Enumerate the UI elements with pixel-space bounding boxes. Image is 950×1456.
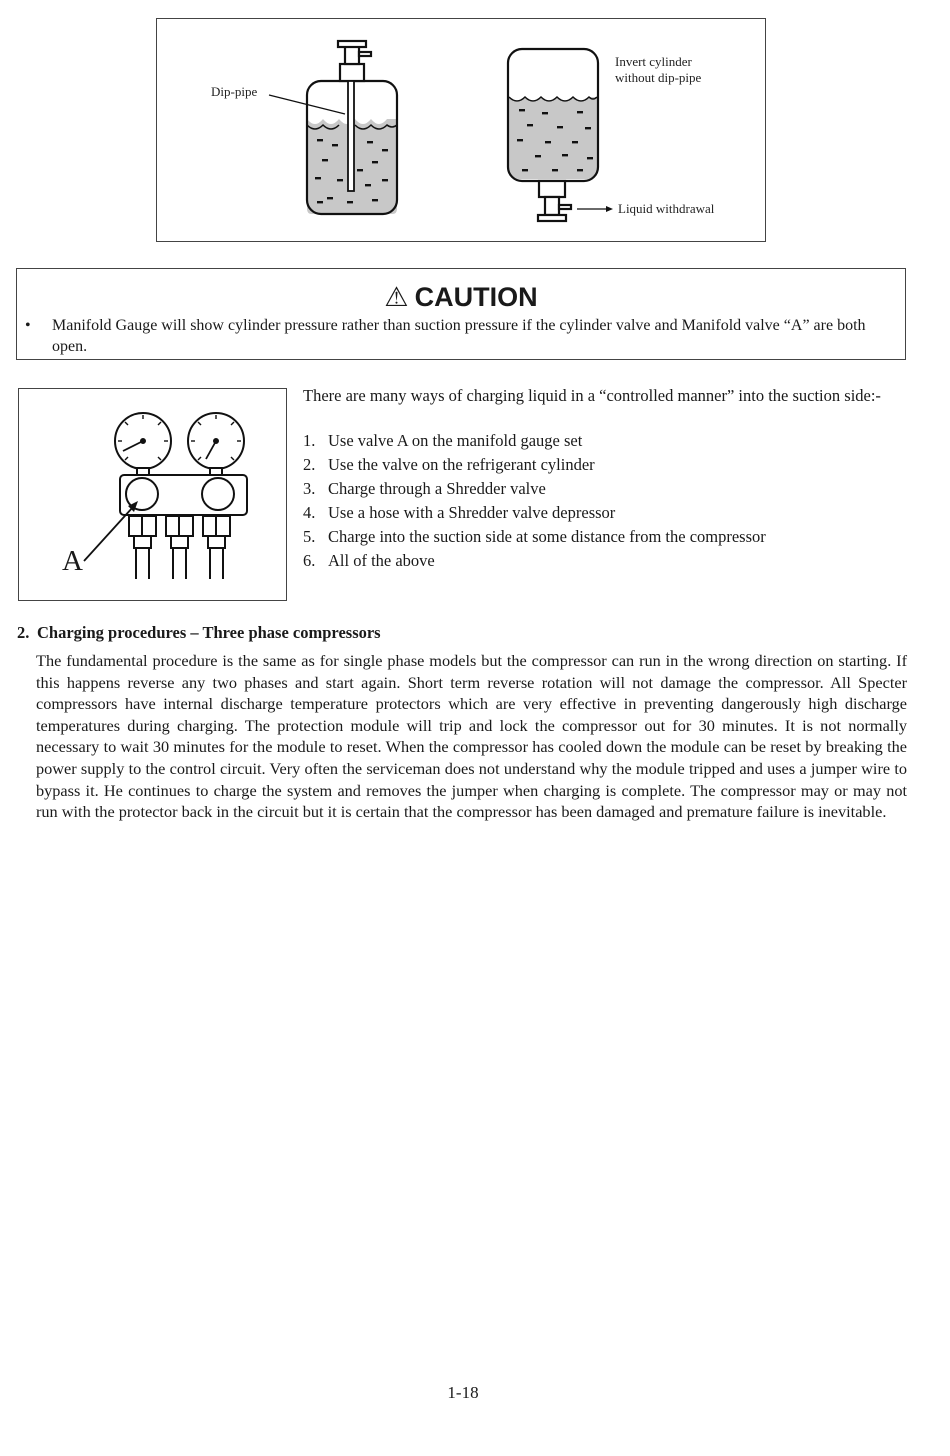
list-item-number: 2. — [303, 455, 316, 474]
list-item-text: Use the valve on the refrigerant cylinder — [328, 455, 595, 474]
upright-cylinder-drawing — [307, 41, 397, 214]
cylinder-figure — [156, 18, 766, 242]
arrow-head-icon — [606, 206, 613, 212]
list-item-text: All of the above — [328, 551, 435, 570]
dip-pipe-label: Dip-pipe — [211, 84, 258, 99]
liquid-withdrawal-label: Liquid withdrawal — [618, 201, 715, 216]
section-heading-text: Charging procedures – Three phase compressors — [37, 623, 381, 642]
caution-title — [17, 281, 905, 313]
list-item — [303, 430, 906, 452]
list-item-number: 6. — [303, 551, 316, 570]
warning-triangle-icon: ⚠ — [384, 282, 409, 312]
caution-box — [16, 268, 906, 360]
valve-a-pointer — [84, 507, 133, 561]
caution-text: Manifold Gauge will show cylinder pressure rather than suction pressure if the cylinder valve and Manifold valve “A” are both open. — [52, 317, 866, 355]
list-item-number: 3. — [303, 479, 316, 498]
list-item-text: Use a hose with a Shredder valve depressor — [328, 503, 616, 522]
list-item — [303, 454, 906, 476]
section-body: The fundamental procedure is the same as for single phase models but the compressor can run in the wrong direction on starting. If this happens reverse any two phases and start again. Short term reverse rotation will not damage the compressor. All Specter compressors have internal discharge temperature protectors which are very effective in preventing dangerously high discharge temperatures during charging. The protection module will trip and lock the compressor out for 30 minutes. It is not normally necessary to wait 30 minutes for the module to reset. When the compressor has cooled down the module can be reset by breaking the power supply to the control circuit. Very often the serviceman does not understand why the module tripped and uses a jumper wire to bypass it. He continues to charge the system and removes the jumper when charging is complete. The compressor may or may not run with the protector back in the circuit but it is certain that the compressor has been damaged and premature failure is inevitable. — [36, 651, 907, 822]
inverted-cylinder-drawing — [508, 49, 598, 221]
section-heading — [17, 622, 381, 644]
valve-a-label: A — [62, 545, 83, 577]
caution-title-text: CAUTION — [414, 282, 538, 312]
invert-cylinder-label-line2: without dip-pipe — [615, 70, 702, 85]
section-number: 2. — [17, 623, 30, 642]
list-item — [303, 478, 906, 500]
charging-methods-intro: There are many ways of charging liquid in a “controlled manner” into the suction side:- — [303, 386, 881, 405]
list-item-number: 5. — [303, 527, 316, 546]
list-item-number: 4. — [303, 503, 316, 522]
list-item — [303, 526, 906, 548]
manifold-gauge-figure — [18, 388, 287, 601]
list-item-text: Use valve A on the manifold gauge set — [328, 431, 583, 450]
manifold-gauge-illustration — [19, 389, 286, 600]
page-number: 1-18 — [447, 1383, 479, 1402]
list-item — [303, 502, 906, 524]
list-item — [303, 550, 906, 572]
invert-cylinder-label-line1: Invert cylinder — [615, 54, 692, 69]
high-pressure-gauge-icon — [188, 413, 244, 469]
low-pressure-gauge-icon — [115, 413, 171, 469]
list-item-text: Charge through a Shredder valve — [328, 479, 546, 498]
list-item-number: 1. — [303, 431, 316, 450]
list-item-text: Charge into the suction side at some distance from the compressor — [328, 527, 766, 546]
caution-bullet: • — [25, 317, 31, 334]
